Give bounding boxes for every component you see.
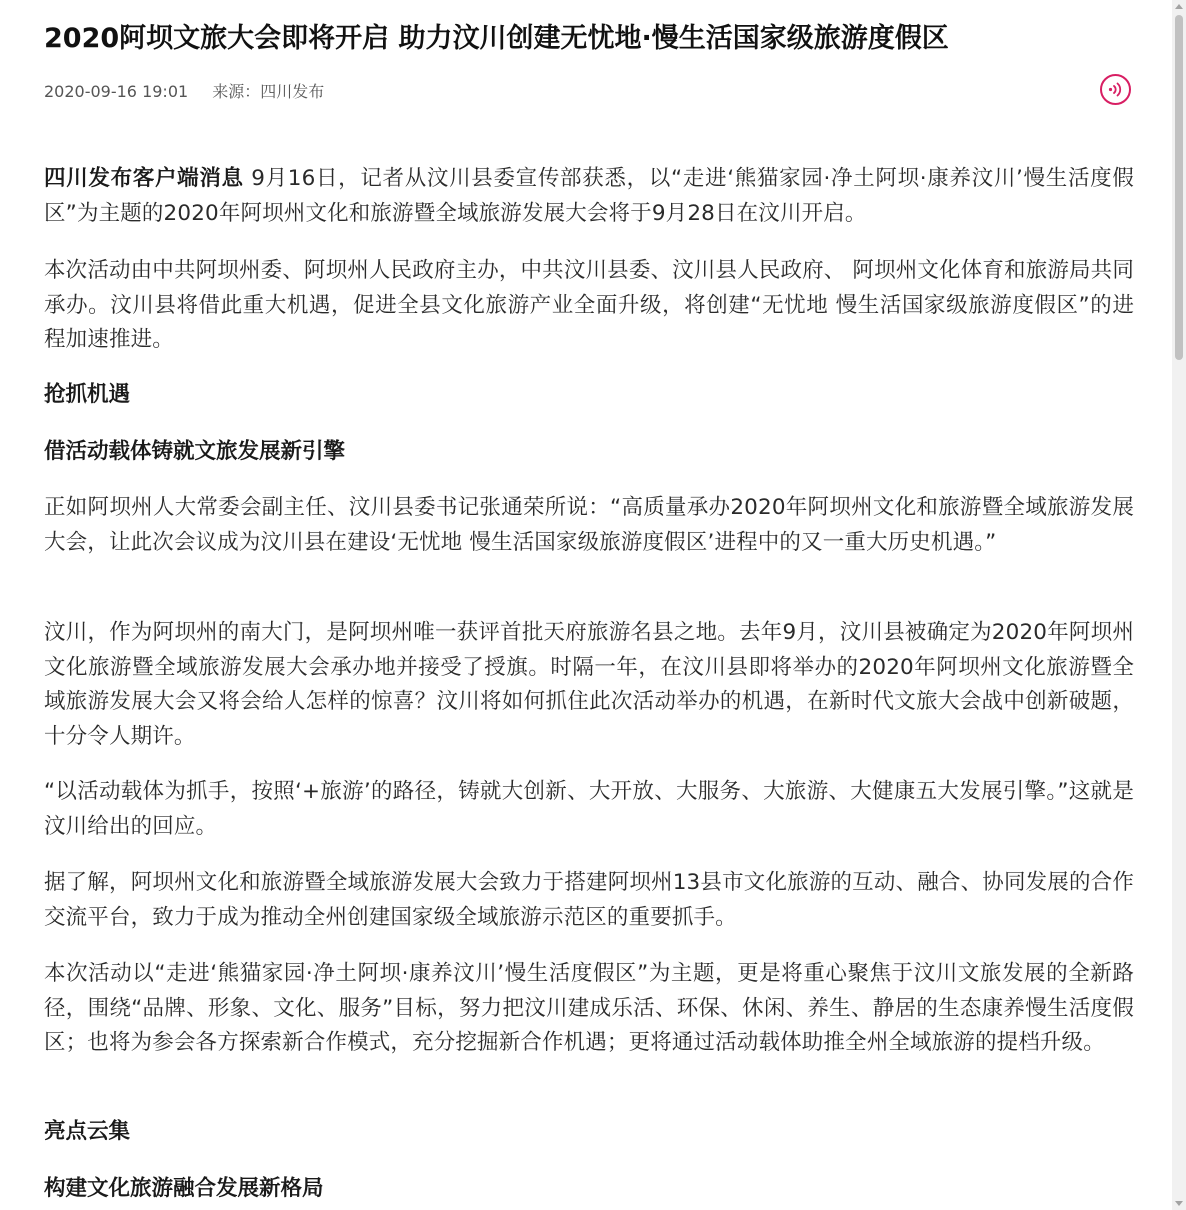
paragraph: 本次活动以“走进‘熊猫家园·净土阿坝·康养汶川’慢生活度假区”为主题，更是将重心聚焦于汶川文旅发展的全新路径，围绕“品牌、形象、文化、服务”目标，努力把汶川建成乐活、环保、休闲、养生、静居的生态康养慢生活度假区；也将为参会各方探索新合作模式，充分挖掘新合作机遇；更将通过活动载体助推全州全域旅游的提档升级。	[44, 961, 1134, 1055]
lead-source-bold: 四川发布客户端消息	[44, 166, 244, 191]
section-heading: 亮点云集	[44, 1119, 131, 1144]
audio-play-icon	[1107, 81, 1124, 98]
lead-text: 9月16日，记者从汶川县委宣传部获悉，以“走进‘熊猫家园·净土阿坝·康养汶川’慢生活度假区”为主题的2020年阿坝州文化和旅游暨全域旅游发展大会将于9月28日在汶川开启。	[44, 166, 1134, 226]
page-scrollbar[interactable]	[1172, 0, 1186, 1210]
paragraph-lead	[44, 162, 1134, 231]
paragraph: 汶川，作为阿坝州的南大门，是阿坝州唯一获评首批天府旅游名县之地。去年9月，汶川县被确定为2020年阿坝州文化旅游暨全域旅游发展大会承办地并接受了授旗。时隔一年，在汶川县即将举办的2020年阿坝州文化旅游暨全域旅游发展大会又将会给人怎样的惊喜？汶川将如何抓住此次活动举办的机遇，在新时代文旅大会战中创新破题，十分令人期许。	[44, 620, 1134, 749]
paragraph: 据了解，阿坝州文化和旅游暨全域旅游发展大会致力于搭建阿坝州13县市文化旅游的互动、融合、协同发展的合作交流平台，致力于成为推动全州创建国家级全域旅游示范区的重要抓手。	[44, 870, 1134, 930]
section-subheading: 构建文化旅游融合发展新格局	[44, 1176, 324, 1201]
article-meta	[44, 81, 324, 103]
scrollbar-thumb[interactable]	[1175, 15, 1183, 360]
section-subheading: 借活动载体铸就文旅发展新引擎	[44, 439, 346, 464]
publish-date: 2020-09-16 19:01	[44, 82, 189, 101]
section-heading: 抢抓机遇	[44, 382, 131, 407]
article-source: 来源：四川发布	[212, 82, 325, 101]
audio-play-button[interactable]	[1100, 74, 1131, 105]
paragraph: 正如阿坝州人大常委会副主任、汶川县委书记张通荣所说：“高质量承办2020年阿坝州文化和旅游暨全域旅游发展大会，让此次会议成为汶川县在建设‘无忧地 慢生活国家级旅游度假区’进程中的又一重大历史机遇。”	[44, 495, 1134, 555]
article-title: 2020阿坝文旅大会即将开启 助力汶川创建无忧地·慢生活国家级旅游度假区	[44, 23, 949, 54]
scroll-down-arrow-icon[interactable]	[1175, 1201, 1183, 1206]
paragraph: “以活动载体为抓手，按照‘+旅游’的路径，铸就大创新、大开放、大服务、大旅游、大健康五大发展引擎。”这就是汶川给出的回应。	[44, 779, 1134, 839]
paragraph: 本次活动由中共阿坝州委、阿坝州人民政府主办，中共汶川县委、汶川县人民政府、 阿坝州文化体育和旅游局共同承办。汶川县将借此重大机遇，促进全县文化旅游产业全面升级，将创建“无忧地 慢生活国家级旅游度假区”的进程加速推进。	[44, 258, 1134, 352]
scroll-up-arrow-icon[interactable]	[1175, 4, 1183, 9]
